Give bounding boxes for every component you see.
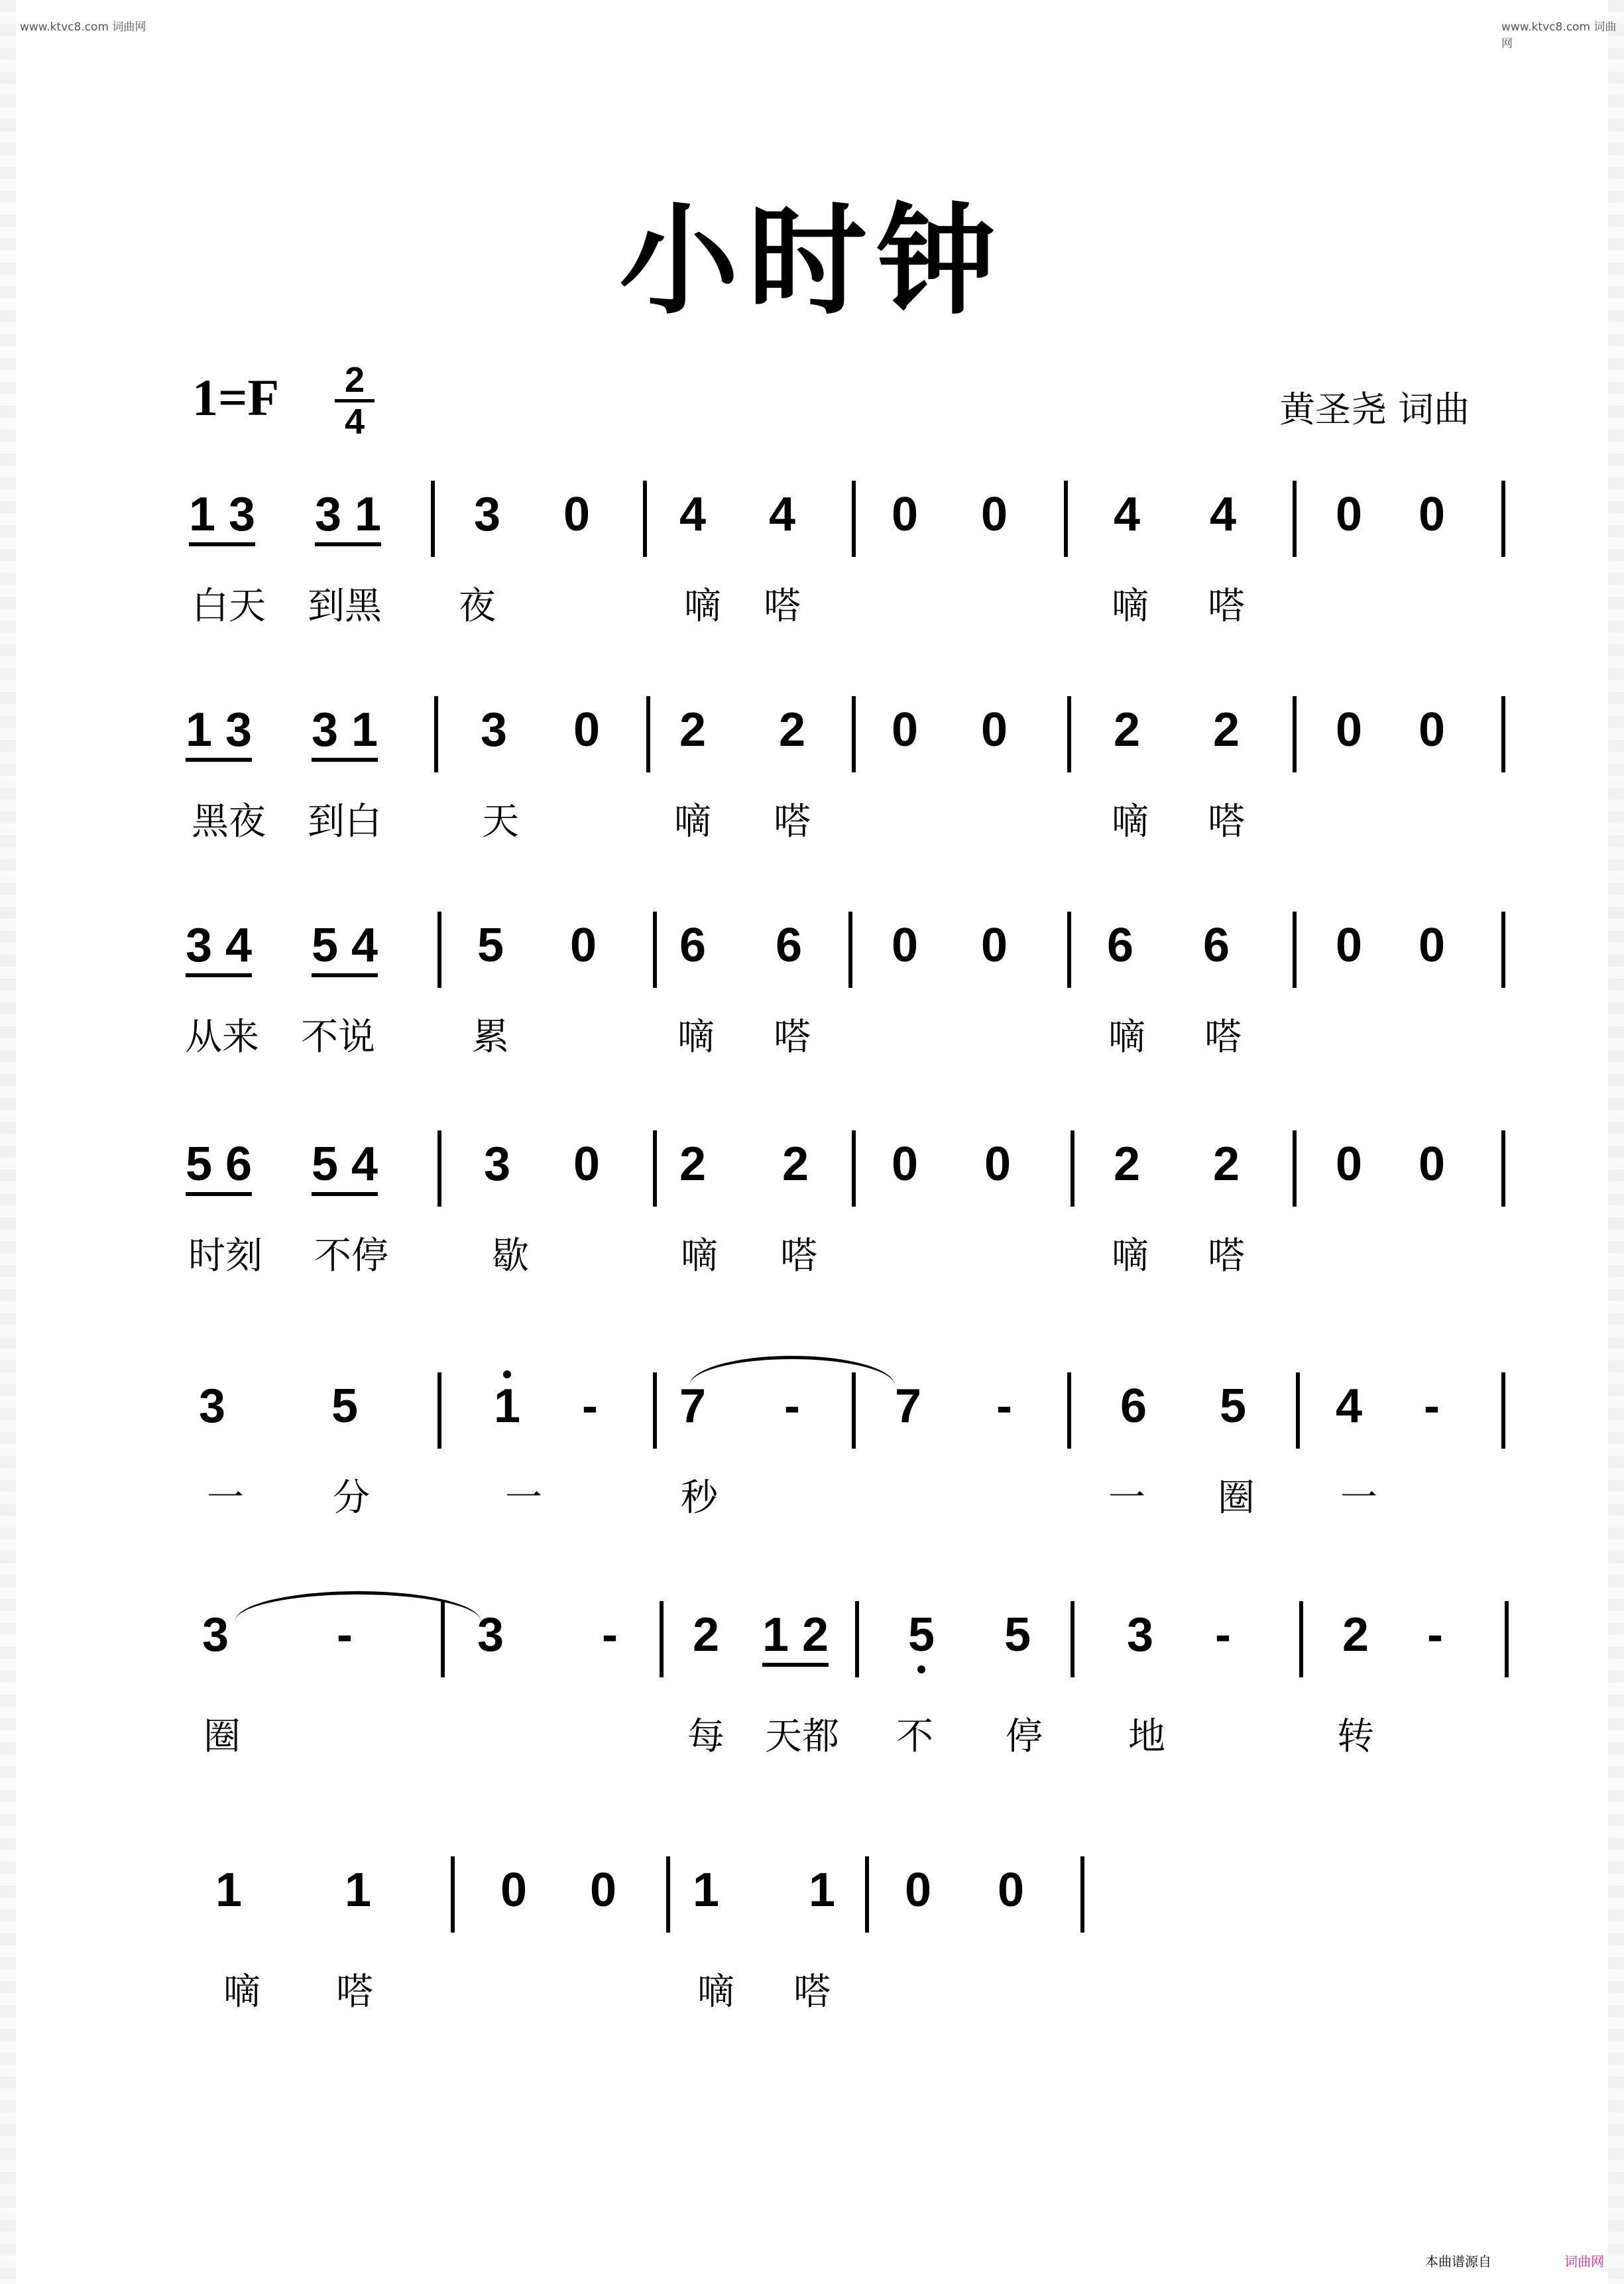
barline <box>1505 1601 1509 1677</box>
barline <box>653 1130 657 1207</box>
note: 0 <box>980 919 1008 972</box>
note-extension: - <box>1215 1608 1231 1661</box>
lyric: 不 <box>896 1715 933 1758</box>
note: 0 <box>573 703 601 756</box>
note: 2 <box>679 1138 707 1191</box>
lyric: 天 <box>482 800 519 843</box>
lyric: 地 <box>1128 1715 1165 1758</box>
lyric: 一 <box>1340 1476 1377 1520</box>
note: 5 4 <box>312 1140 378 1196</box>
footer-site-label: 词曲网 <box>1564 2254 1604 2269</box>
note: 3 <box>483 1138 511 1191</box>
note: 6 <box>1202 919 1230 972</box>
barline <box>1299 1601 1303 1677</box>
note-extension: - <box>784 1380 800 1433</box>
lyric: 白天 <box>192 585 266 628</box>
note-extension: - <box>996 1380 1012 1433</box>
lyric: 到黑 <box>308 585 382 628</box>
note-extension: - <box>1427 1608 1443 1661</box>
barline <box>865 1856 869 1933</box>
note: 4 <box>768 488 796 541</box>
lyric: 嘀 <box>677 1016 715 1059</box>
note: 0 <box>1335 488 1363 541</box>
left-margin-strip <box>0 0 16 2284</box>
barline <box>437 1130 441 1207</box>
barline <box>643 481 647 557</box>
key-signature: 1=F <box>192 369 280 426</box>
lyric: 嘀 <box>681 1234 718 1278</box>
barline <box>852 1130 856 1207</box>
barline <box>437 912 441 988</box>
barline <box>1071 1130 1074 1207</box>
lyric: 嘀 <box>1112 1234 1149 1278</box>
lyric: 从来 <box>185 1016 259 1059</box>
song-title: 小时钟 <box>618 192 1005 331</box>
note: 0 <box>563 488 591 541</box>
note: 2 <box>1212 1138 1240 1191</box>
note: 6 <box>775 919 803 972</box>
barline <box>1080 1856 1084 1933</box>
barline <box>1293 481 1297 557</box>
barline <box>451 1856 455 1933</box>
note: 0 <box>891 703 919 756</box>
lyric: 累 <box>472 1016 509 1059</box>
note: 1 3 <box>186 706 252 762</box>
note: 0 <box>891 919 919 972</box>
note: 3 <box>1126 1608 1154 1661</box>
barline <box>1501 912 1505 988</box>
barline <box>437 1372 441 1449</box>
note-extension: - <box>1424 1380 1440 1433</box>
octave-dot-below <box>917 1665 925 1673</box>
note-extension: - <box>582 1380 598 1433</box>
lyric: 嘀 <box>223 1970 261 2014</box>
note: 3 <box>202 1608 229 1661</box>
note: 3 1 <box>312 706 378 762</box>
note: 7 <box>679 1380 707 1433</box>
barline <box>1501 696 1505 772</box>
note-extension: - <box>337 1608 353 1661</box>
note: 5 <box>907 1608 935 1661</box>
barline <box>852 696 856 772</box>
barline <box>1501 481 1505 557</box>
note: 0 <box>573 1138 601 1191</box>
barline <box>1296 1372 1300 1449</box>
time-signature-denominator: 4 <box>344 402 365 442</box>
note: 2 <box>1113 1138 1141 1191</box>
note: 2 <box>1113 703 1141 756</box>
lyric: 嗒 <box>1204 1016 1242 1059</box>
note: 1 3 <box>189 491 255 546</box>
note: 0 <box>1418 1138 1446 1191</box>
note: 0 <box>891 488 919 541</box>
lyric: 嗒 <box>780 1234 817 1278</box>
right-margin-strip <box>1608 0 1624 2284</box>
note: 0 <box>1335 919 1363 972</box>
lyric: 嗒 <box>774 1016 811 1059</box>
note: 0 <box>980 703 1008 756</box>
note: 1 <box>215 1864 243 1917</box>
lyric: 到白 <box>308 800 382 843</box>
lyric: 夜 <box>459 585 496 628</box>
note: 3 <box>473 488 501 541</box>
lyric: 嗒 <box>1208 585 1245 628</box>
barline <box>852 481 856 557</box>
lyric: 歇 <box>492 1234 529 1278</box>
note: 0 <box>891 1138 919 1191</box>
tie-arc <box>235 1591 481 1621</box>
lyric: 嗒 <box>764 585 801 628</box>
lyric: 天都 <box>765 1715 839 1758</box>
tie-arc <box>689 1356 895 1386</box>
barline <box>666 1856 670 1933</box>
barline <box>1067 1372 1071 1449</box>
note: 2 <box>782 1138 809 1191</box>
note: 0 <box>984 1138 1012 1191</box>
note-extension: - <box>602 1608 618 1661</box>
barline <box>434 696 438 772</box>
barline <box>653 912 657 988</box>
note: 1 <box>493 1380 521 1433</box>
lyric: 嘀 <box>684 585 721 628</box>
barline <box>431 481 435 557</box>
lyric: 一 <box>207 1476 244 1520</box>
note: 0 <box>500 1864 528 1917</box>
note: 6 <box>1120 1380 1147 1433</box>
note: 1 <box>692 1864 720 1917</box>
header-left-watermark: www.ktvc8.com 词曲网 <box>20 21 146 34</box>
octave-dot-above <box>503 1370 511 1378</box>
time-signature <box>335 362 375 440</box>
note: 5 <box>1004 1608 1031 1661</box>
lyric: 分 <box>333 1476 370 1520</box>
barline <box>1293 1130 1297 1207</box>
note: 5 <box>331 1380 359 1433</box>
note: 0 <box>997 1864 1025 1917</box>
note: 0 <box>1418 703 1446 756</box>
time-signature-numerator: 2 <box>335 362 375 402</box>
note: 1 <box>344 1864 372 1917</box>
note: 4 <box>1335 1380 1363 1433</box>
barline <box>660 1601 664 1677</box>
note: 6 <box>1106 919 1134 972</box>
note: 1 <box>808 1864 836 1917</box>
composer-credit: 黄圣尧 词曲 <box>1279 389 1470 430</box>
note: 5 <box>1219 1380 1247 1433</box>
note: 5 <box>477 919 504 972</box>
note: 2 <box>679 703 707 756</box>
note: 0 <box>1335 1138 1363 1191</box>
lyric: 嗒 <box>336 1970 373 2014</box>
note: 4 <box>1113 488 1141 541</box>
lyric: 嗒 <box>774 800 811 843</box>
header-right-watermark: www.ktvc8.com 词曲网 <box>1501 21 1617 50</box>
lyric: 不说 <box>301 1016 375 1059</box>
note: 1 2 <box>762 1611 829 1667</box>
note: 3 <box>477 1608 504 1661</box>
barline <box>848 912 852 988</box>
barline <box>1067 912 1071 988</box>
note: 0 <box>980 488 1008 541</box>
lyric: 嘀 <box>674 800 711 843</box>
note: 2 <box>1342 1608 1369 1661</box>
barline <box>1064 481 1068 557</box>
lyric: 嘀 <box>697 1970 734 2014</box>
note: 3 <box>480 703 508 756</box>
barline <box>1501 1130 1505 1207</box>
barline <box>653 1372 657 1449</box>
lyric: 嗒 <box>793 1970 831 2014</box>
lyric: 转 <box>1337 1715 1374 1758</box>
lyric: 不停 <box>314 1234 388 1278</box>
note: 0 <box>1418 919 1446 972</box>
note: 0 <box>569 919 597 972</box>
lyric: 时刻 <box>188 1234 262 1278</box>
barline <box>1071 1601 1074 1677</box>
note: 5 4 <box>312 922 378 977</box>
lyric: 圈 <box>1218 1476 1255 1520</box>
lyric: 停 <box>1006 1715 1043 1758</box>
note: 0 <box>1418 488 1446 541</box>
lyric: 每 <box>687 1715 725 1758</box>
note: 6 <box>679 919 707 972</box>
note: 0 <box>589 1864 617 1917</box>
barline <box>646 696 650 772</box>
barline <box>1067 696 1071 772</box>
lyric: 嗒 <box>1208 1234 1245 1278</box>
note: 4 <box>679 488 707 541</box>
lyric: 黑夜 <box>192 800 266 843</box>
note: 3 4 <box>186 922 252 977</box>
note: 0 <box>904 1864 932 1917</box>
note: 3 1 <box>315 491 381 546</box>
lyric: 一 <box>505 1476 542 1520</box>
lyric: 一 <box>1108 1476 1145 1520</box>
barline <box>1293 696 1297 772</box>
barline <box>1293 912 1297 988</box>
note: 4 <box>1209 488 1237 541</box>
barline <box>855 1601 859 1677</box>
note: 7 <box>894 1380 922 1433</box>
lyric: 嗒 <box>1208 800 1245 843</box>
lyric: 嘀 <box>1108 1016 1145 1059</box>
lyric: 圈 <box>203 1715 241 1758</box>
barline <box>1501 1372 1505 1449</box>
note: 5 6 <box>186 1140 252 1196</box>
lyric: 嘀 <box>1112 585 1149 628</box>
note: 2 <box>692 1608 720 1661</box>
lyric: 嘀 <box>1112 800 1149 843</box>
note: 0 <box>1335 703 1363 756</box>
footer-source-label: 本曲谱源自 <box>1425 2254 1491 2269</box>
note: 3 <box>198 1380 226 1433</box>
note: 2 <box>1212 703 1240 756</box>
lyric: 秒 <box>681 1476 718 1520</box>
note: 2 <box>778 703 806 756</box>
